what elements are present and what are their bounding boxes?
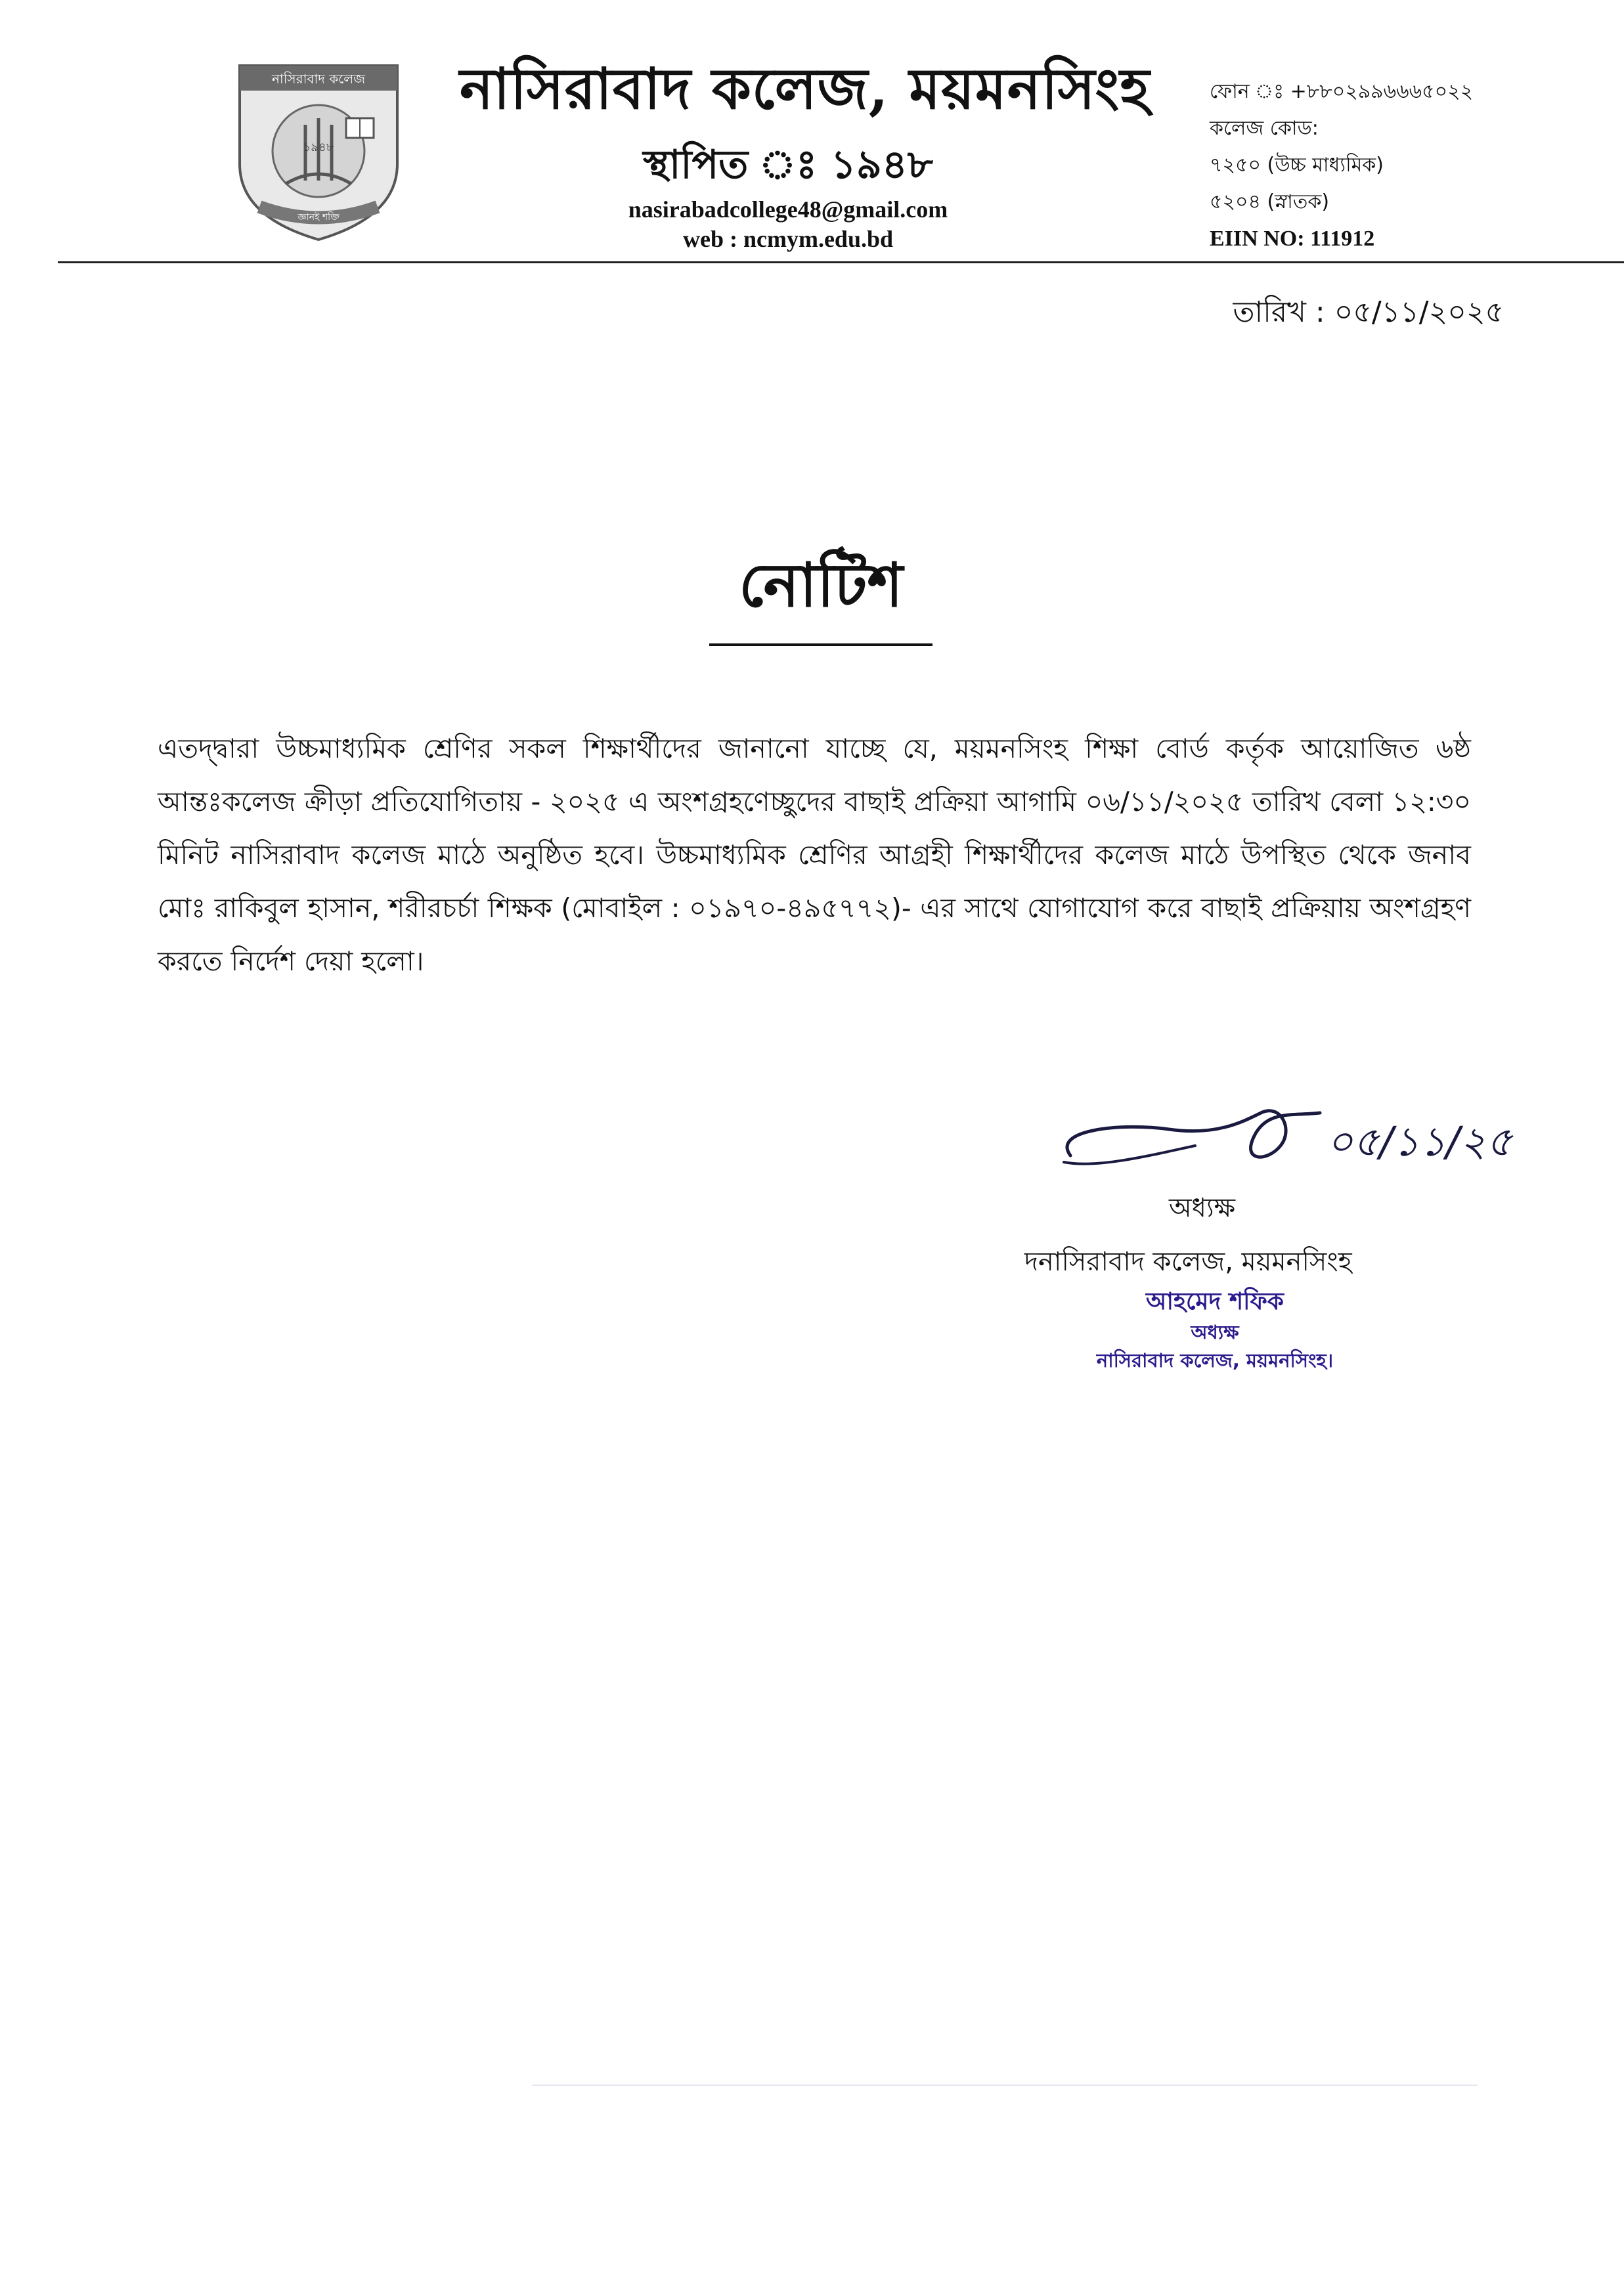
- notice-date: তারিখ : ০৫/১১/২০২৫: [1233, 295, 1504, 329]
- college-name: নাসিরাবাদ কলেজ, ময়মনসিংহ: [460, 56, 1151, 122]
- college-code-label: কলেজ কোড:: [1210, 117, 1319, 140]
- stamp-college: নাসিরাবাদ কলেজ, ময়মনসিংহ।: [1096, 1349, 1334, 1372]
- scan-artifact-line: [532, 2085, 1478, 2086]
- phone-number: ফোন ঃ +৮৮০২৯৯৬৬৬৫০২২: [1210, 80, 1474, 103]
- college-code-hsc: ৭২৫০ (উচ্চ মাধ্যমিক): [1210, 154, 1384, 177]
- notice-title: নোটিশ: [709, 538, 933, 646]
- svg-text:নাসিরাবাদ কলেজ: নাসিরাবাদ কলেজ: [271, 71, 366, 87]
- eiin-number: EIIN NO: 111912: [1210, 227, 1375, 251]
- college-website[interactable]: web : ncmym.edu.bd: [682, 226, 894, 252]
- signatory-college: দনাসিরাবাদ কলেজ, ময়মনসিংহ: [1024, 1247, 1352, 1277]
- college-code-degree: ৫২০৪ (স্নাতক): [1210, 190, 1330, 213]
- college-email[interactable]: nasirabadcollege48@gmail.com: [628, 196, 948, 223]
- stamp-title: অধ্যক্ষ: [1191, 1321, 1239, 1343]
- contact-info: [1210, 74, 1551, 257]
- svg-text:০৫/১১/২৫: ০৫/১১/২৫: [1327, 1117, 1513, 1165]
- stamp-name: আহমেদ শফিক: [1146, 1288, 1284, 1315]
- header-divider: [58, 261, 1624, 263]
- svg-text:জ্ঞানই শক্তি: জ্ঞানই শক্তি: [297, 212, 340, 223]
- established-year: স্থাপিত ঃ ১৯৪৮: [643, 142, 933, 188]
- svg-text:১৯৪৮: ১৯৪৮: [303, 141, 334, 154]
- notice-body: এতদ্দ্বারা উচ্চমাধ্যমিক শ্রেণির সকল শিক্ষার্থীদের জানানো যাচ্ছে যে, ময়মনসিংহ শিক্ষা বোর্ড কর্তৃক আয়োজিত ৬ষ্ঠ আন্তঃকলেজ ক্রীড়া প্রতিযোগিতায় - ২০২৫ এ অংশগ্রহণেচ্ছুদের বাছাই প্রক্রিয়া আগামি ০৬/১১/২০২৫ তারিখ বেলা ১২:৩০ মিনিট নাসিরাবাদ কলেজ মাঠে অনুষ্ঠিত হবে। উচ্চমাধ্যমিক শ্রেণির আগ্রহী শিক্ষার্থীদের কলেজ মাঠে উপস্থিত থেকে জনাব মোঃ রাকিবুল হাসান, শরীরচর্চা শিক্ষক (মোবাইল : ০১৯৭০-৪৯৫৭৭২)- এর সাথে যোগাযোগ করে বাছাই প্রক্রিয়ায় অংশগ্রহণ করতে নির্দেশ দেয়া হলো।: [158, 733, 1471, 977]
- signatory-designation: অধ্যক্ষ: [1169, 1193, 1236, 1223]
- college-logo: [233, 53, 404, 243]
